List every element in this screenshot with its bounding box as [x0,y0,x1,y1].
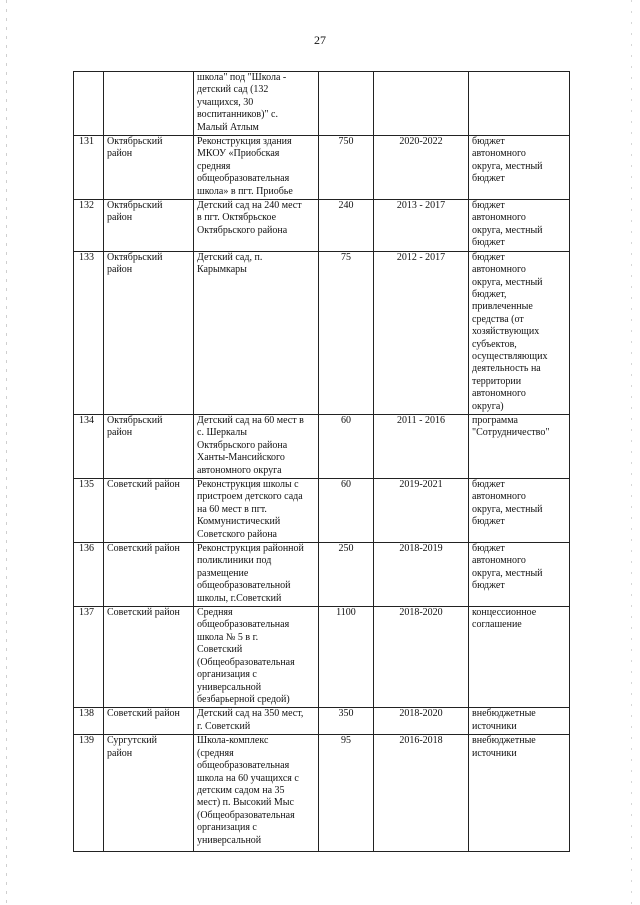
period-cell: 2016-2018 [374,735,469,852]
period-cell: 2020-2022 [374,136,469,200]
district-cell: Октябрьский район [104,414,194,478]
funding-source-cell: бюджет автономного округа, местный бюджет, привлеченные средства (от хозяйствующих субъектов, осуществляющих деятельность на территории автономного округа) [469,251,570,414]
table-row [74,251,570,414]
funding-source-cell: бюджет автономного округа, местный бюджет [469,200,570,252]
page-number: 27 [314,33,326,47]
period-cell: 2013 - 2017 [374,200,469,252]
capacity-cell: 750 [319,136,374,200]
object-cell: Школа-комплекс (средняя общеобразовательная школа на 60 учащихся с детским садом на 35 мест) п. Высокий Мыс (Общеобразовательная организация с универсальной [194,735,319,852]
period-cell: 2011 - 2016 [374,414,469,478]
district-cell: Советский район [104,708,194,735]
funding-source-cell: концессионное соглашение [469,607,570,708]
object-cell: Реконструкция школы с пристроем детского сада на 60 мест в пгт. Коммунистический Советского района [194,479,319,543]
district-cell: Октябрьский район [104,200,194,252]
funding-source-cell: внебюджетные источники [469,708,570,735]
district-cell: Советский район [104,479,194,543]
row-number-cell: 138 [74,708,104,735]
district-cell [104,72,194,136]
row-number-cell: 131 [74,136,104,200]
period-cell: 2012 - 2017 [374,251,469,414]
object-cell: Детский сад на 350 мест, г. Советский [194,708,319,735]
district-cell: Октябрьский район [104,136,194,200]
table-row [74,72,570,136]
capacity-cell: 1100 [319,607,374,708]
row-number-cell: 132 [74,200,104,252]
period-cell: 2018-2020 [374,607,469,708]
district-cell: Октябрьский район [104,251,194,414]
table-row [74,136,570,200]
district-cell: Сургутский район [104,735,194,852]
scan-edge-right [631,0,632,905]
object-cell: Реконструкция здания МКОУ «Приобская средняя общеобразовательная школа» в пгт. Приобье [194,136,319,200]
object-cell: школа" под "Школа - детский сад (132 учащихся, 30 воспитанников)" с. Малый Атлым [194,72,319,136]
capacity-cell: 250 [319,543,374,607]
row-number-cell: 137 [74,607,104,708]
funding-source-cell: бюджет автономного округа, местный бюджет [469,136,570,200]
capacity-cell: 350 [319,708,374,735]
period-cell [374,72,469,136]
row-number-cell: 134 [74,414,104,478]
object-cell: Детский сад на 60 мест в с. Шеркалы Октябрьского района Ханты-Мансийского автономного округа [194,414,319,478]
funding-source-cell: программа "Сотрудничество" [469,414,570,478]
table-row [74,479,570,543]
capacity-cell [319,72,374,136]
row-number-cell: 133 [74,251,104,414]
capacity-cell: 75 [319,251,374,414]
capacity-cell: 240 [319,200,374,252]
funding-source-cell: внебюджетные источники [469,735,570,852]
scan-edge-left [6,0,7,905]
object-cell: Реконструкция районной поликлиники под размещение общеобразовательной школы, г.Советский [194,543,319,607]
capacity-cell: 60 [319,414,374,478]
funding-source-cell [469,72,570,136]
object-cell: Средняя общеобразовательная школа № 5 в г. Советский (Общеобразовательная организация с универсальной безбарьерной средой) [194,607,319,708]
row-number-cell: 135 [74,479,104,543]
period-cell: 2019-2021 [374,479,469,543]
capacity-cell: 60 [319,479,374,543]
table-row [74,735,570,852]
period-cell: 2018-2019 [374,543,469,607]
object-cell: Детский сад на 240 мест в пгт. Октябрьское Октябрьского района [194,200,319,252]
row-number-cell: 136 [74,543,104,607]
table-row [74,708,570,735]
district-cell: Советский район [104,607,194,708]
objects-table [73,71,570,852]
period-cell: 2018-2020 [374,708,469,735]
funding-source-cell: бюджет автономного округа, местный бюджет [469,479,570,543]
capacity-cell: 95 [319,735,374,852]
table-row [74,200,570,252]
objects-table-container [73,71,569,852]
table-row [74,607,570,708]
row-number-cell: 139 [74,735,104,852]
table-row [74,543,570,607]
object-cell: Детский сад, п. Карымкары [194,251,319,414]
funding-source-cell: бюджет автономного округа, местный бюджет [469,543,570,607]
row-number-cell [74,72,104,136]
table-row [74,414,570,478]
district-cell: Советский район [104,543,194,607]
